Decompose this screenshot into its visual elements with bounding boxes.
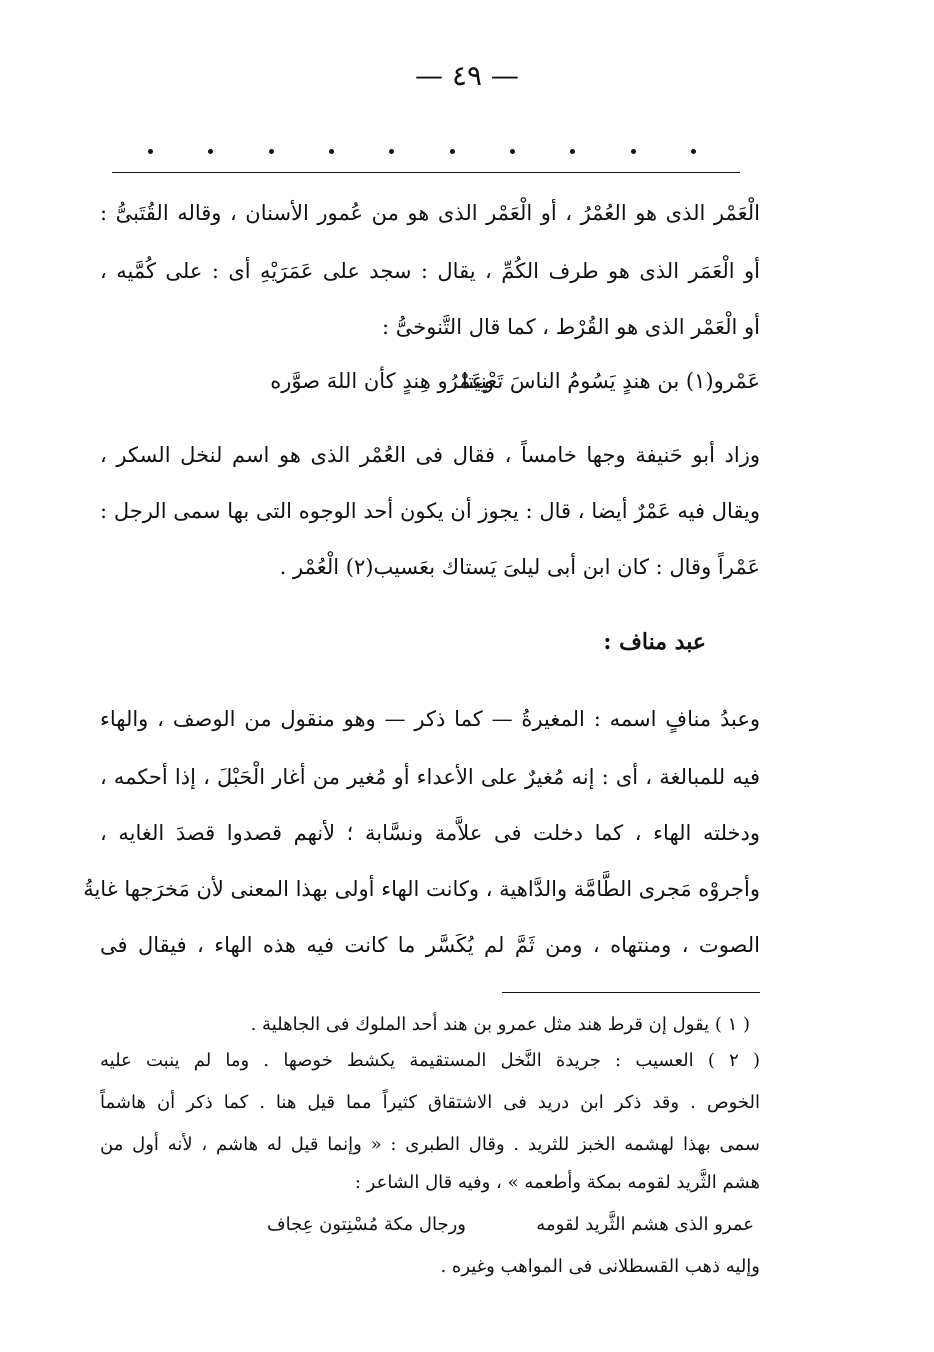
ornament-dot: [510, 149, 515, 154]
footnote-line: الخوص . وقد ذكر ابن دريد فى الاشتقاق كثيراً مما قيل هنا . كما ذكر أن هاشماً: [100, 1092, 760, 1113]
footnote-2-line: ( ٢ ) العسيب : جريدة النَّخل المستقيمة يكشط خوصها . وما لم ينبت عليه: [100, 1050, 760, 1071]
ornament-dot: [570, 149, 575, 154]
ornament-dot: [691, 149, 696, 154]
body-line: الْعَمْر الذى هو العُمْرُ ، أو الْعَمْر الذى هو من عُمور الأسنان ، وقاله القُتَبىُّ :: [100, 201, 761, 225]
body-line: وأجروْه مَجرى الطَّامَّة والدَّاهية ، وكانت الهاء أولى بهذا المعنى لأن مَخرَجها غايةُ: [83, 877, 760, 901]
top-rule: [112, 172, 740, 173]
verse-first-hemistich: عَمْرو(١) بن هندٍ يَسُومُ الناسَ تَعْنِيتا: [461, 369, 760, 393]
footnote-line: هشم الثَّريد لقومه بمكة وأطعمه » ، وفيه قال الشاعر :: [354, 1172, 760, 1193]
ornament-dot: [389, 149, 394, 154]
ornament-dot: [329, 149, 334, 154]
ornament-dot: [631, 149, 636, 154]
ornament-dot: [208, 149, 213, 154]
body-line: الصوت ، ومنتهاه ، ومن ثَمَّ لم يُكَسَّر ما كانت فيه هذه الهاء ، فيقال فى: [100, 933, 760, 957]
section-heading: عبد مناف :: [603, 629, 706, 655]
body-line: وزاد أبو حَنيفة وجها خامساً ، فقال فى العُمْر الذى هو اسم لنخل السكر ،: [100, 443, 760, 467]
body-line: عَمْراً وقال : كان ابن أبى ليلىَ يَستاك بعَسيب(٢) الْعُمْر .: [279, 555, 760, 579]
footnote-line: وإليه ذهب القسطلانى فى المواهب وغيره .: [440, 1256, 760, 1277]
ornament-dot: [148, 149, 153, 154]
body-line: أو الْعَمْر الذى هو القُرْط ، كما قال التَّنوخىُّ :: [382, 315, 760, 339]
ornament-dot: [450, 149, 455, 154]
verse-second-hemistich: وعَمْرُو هِندٍ كأن اللهَ صوَّره: [270, 369, 494, 393]
footnote-line: سمى بهذا لهشمه الخبز للثريد . وقال الطبرى : « وإنما قيل له هاشم ، لأنه أول من: [100, 1134, 760, 1155]
ornament-dot: [269, 149, 274, 154]
ornament-dots: [148, 136, 696, 166]
footnote-rule: [502, 992, 760, 993]
body-line: فيه للمبالغة ، أى : إنه مُغيرٌ على الأعداء أو مُغير من أغار الْحَبْلَ ، إذا أحكمه ،: [100, 765, 760, 789]
footnote-1: ( ١ ) يقول إن قرط هند مثل عمرو بن هند أحد الملوك فى الجاهلية .: [250, 1014, 750, 1035]
body-line: ودخلته الهاء ، كما دخلت فى علاَّمة ونسَّابة ؛ لأنهم قصدوا قصدَ الغايه ،: [100, 821, 760, 845]
body-line: ويقال فيه عَمْرٌ أيضا ، قال : يجوز أن يكون أحد الوجوه التى بها سمى الرجل :: [100, 499, 760, 523]
body-line: وعبدُ منافٍ اسمه : المغيرةُ — كما ذكر — وهو منقول من الوصف ، والهاء: [100, 707, 760, 731]
footnote-verse-first-hemistich: عمرو الذى هشم الثَّريد لقومه: [536, 1214, 754, 1235]
page-number: — ٤٩ —: [415, 59, 519, 92]
body-line: أو الْعَمَر الذى هو طرف الكُمِّ ، يقال : سجد على عَمَرَيْهِ أى : على كُمَّيه ،: [100, 259, 760, 283]
footnote-verse-second-hemistich: ورجال مكة مُسْنِتون عِجاف: [266, 1214, 466, 1235]
